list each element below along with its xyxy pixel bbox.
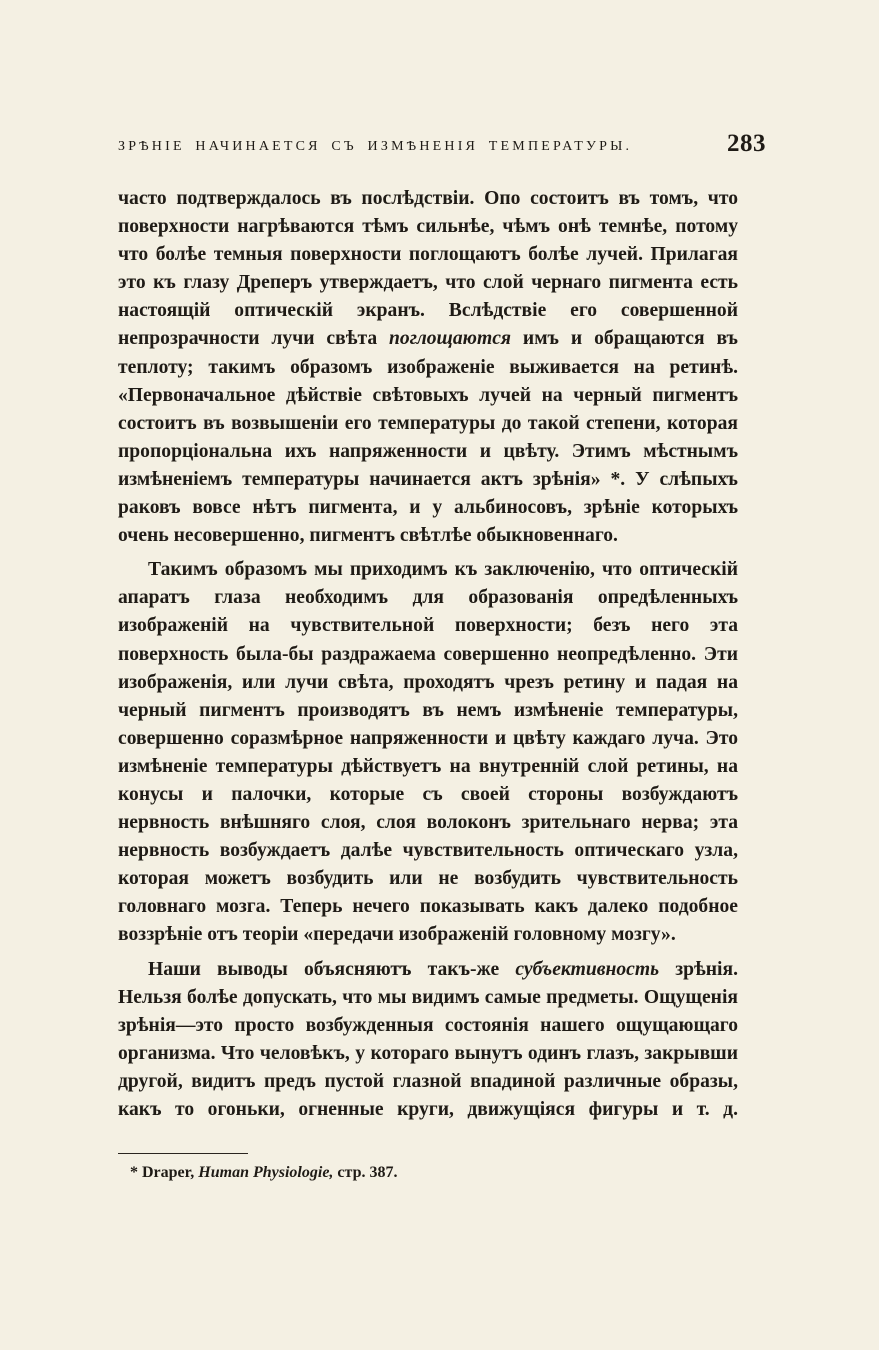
footnote	[130, 1164, 397, 1182]
paragraph-3-emphasis: субъективность	[515, 958, 660, 980]
footnote-title: Human Physiologie,	[198, 1164, 334, 1181]
paragraph-3-text-a: Наши выводы объясняютъ такъ-же	[148, 958, 516, 980]
paragraph-1	[118, 185, 738, 550]
paragraph-3	[118, 956, 738, 1125]
footnote-rule	[118, 1153, 248, 1154]
paragraph-1-emphasis: поглощаются	[389, 328, 512, 350]
paragraph-2: Такимъ образомъ мы приходимъ къ заключенію, что оптическій апаратъ глаза необходимъ для образованія опредѣленныхъ изображеній на чувствительной поверхности; безъ него эта поверхность была-бы раздражаема совершенно неопредѣленно. Эти изображенія, или лучи свѣта, проходятъ чрезъ ретину и падая на черный пигментъ производятъ въ немъ измѣненіе температуры, совершенно соразмѣрное напряженности и цвѣту каждаго луча. Это измѣненіе температуры дѣйствуетъ на внутренній слой ретины, на конусы и палочки, которые съ своей стороны возбуждаютъ нервность внѣшняго слоя, слоя волоконъ зрительнаго нерва; эта нервность возбуждаетъ далѣе чувствительность оптическаго узла, которая можетъ возбудить или не возбудить чувствительность головнаго мозга. Теперь нечего показывать какъ далеко подобное воззрѣніе отъ теоріи «передачи изображеній головному мозгу».	[118, 559, 738, 946]
paragraph-3-text-b: зрѣнія. Нельзя болѣе допускать, что мы видимъ самые предметы. Ощущенія зрѣнія—это просто возбужденныя состоянія нашего ощущающаго организма. Что человѣкъ, у котораго вынутъ одинъ глазъ, закрывши другой, видитъ предъ пустой глазной впадиной различные образы, какъ то огоньки, огненные круги, движущіяся фигуры и т. д.	[118, 958, 738, 1120]
paragraph-1-text-a: часто подтверждалось въ послѣдствіи. Опо состоитъ въ томъ, что поверхности нагрѣваются тѣмъ сильнѣе, чѣмъ онѣ темнѣе, потому что болѣе темныя поверхности поглощаютъ болѣе лучей. Прилагая это къ глазу Дреперъ утверждаетъ, что слой чернаго пигмента есть настоящій оптическій экранъ. Вслѣдствіе его совершенной непрозрачности лучи свѣта	[118, 188, 738, 350]
footnote-marker: *	[130, 1164, 142, 1181]
paragraph-1-text-b: имъ и обращаются въ теплоту; такимъ образомъ изображеніе выживается на ретинѣ. «Первоначальное дѣйствіе свѣтовыхъ лучей на черный пигментъ состоитъ въ возвышеніи его температуры до такой степени, которая пропорціональна ихъ напряженности и цвѣту. Этимъ мѣстнымъ измѣненіемъ температуры начинается актъ зрѣнія» *. У слѣпыхъ раковъ вовсе нѣтъ пигмента, и у альбиносовъ, зрѣніе которыхъ очень несовершенно, пигментъ свѣтлѣе обыкновеннаго.	[118, 328, 738, 547]
page-number: 283	[727, 130, 766, 157]
body-text	[118, 185, 738, 1124]
footnote-reference: стр. 387.	[337, 1164, 398, 1181]
footnote-author: Draper,	[142, 1164, 195, 1181]
running-title: ЗРѢНІЕ НАЧИНАЕТСЯ СЪ ИЗМѢНЕНІЯ ТЕМПЕРАТУРЫ.	[118, 139, 633, 154]
running-head	[118, 130, 768, 160]
